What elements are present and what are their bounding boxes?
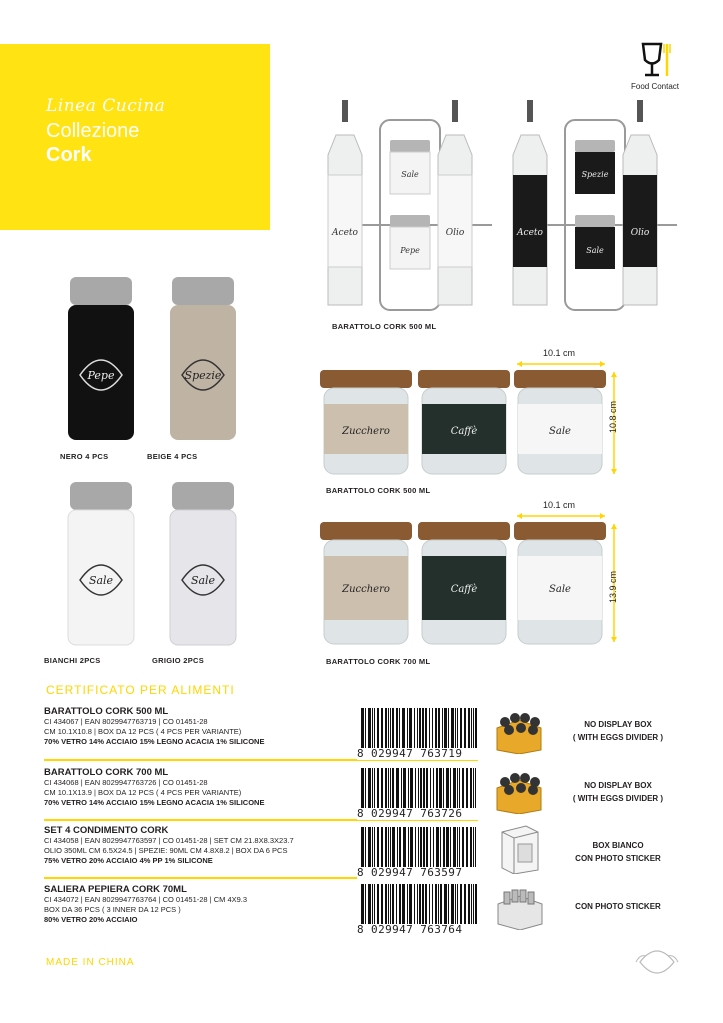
caption-bianchi: BIANCHI 2PCS	[44, 656, 101, 665]
sale-label-top: Sale	[401, 170, 419, 179]
barcode-bar	[422, 884, 424, 926]
barcode-bar	[466, 768, 468, 810]
barcode-bar	[438, 708, 440, 750]
barcode-number: 8 029947 763597	[357, 867, 481, 879]
product-row-3	[44, 825, 364, 866]
barcode-bar	[415, 827, 416, 869]
barcode-bar	[403, 768, 406, 810]
caffe-label: Caffè	[450, 426, 478, 437]
black-cruet-set	[513, 100, 677, 310]
barcode-bar	[471, 708, 472, 750]
barcode-number: 8 029947 763726	[357, 808, 481, 820]
barcode-bar	[396, 884, 397, 926]
display-box-icon	[494, 884, 546, 930]
barcode-bar	[451, 884, 454, 926]
barcode-bar	[471, 884, 472, 926]
header-line-cork: Cork	[46, 144, 92, 166]
barcode-bar	[377, 827, 379, 869]
caption-grigio: GRIGIO 2PCS	[152, 656, 205, 665]
product-codes: CI 434067 | EAN 8029947763719 | CO 01451-28	[44, 717, 208, 726]
zucchero-label: Zucchero	[342, 426, 390, 437]
beige-shaker	[170, 277, 236, 440]
barcode-bar	[399, 708, 400, 750]
sale-label-black: Sale	[586, 246, 604, 255]
white-shaker	[68, 482, 134, 645]
barcode-bar	[444, 708, 447, 750]
barcode-bar	[432, 884, 433, 926]
barcode-bar	[450, 827, 451, 869]
barcode-bar	[459, 768, 460, 810]
pkg-label-line: NO DISPLAY BOX	[584, 720, 652, 729]
barcode-bar	[402, 884, 405, 926]
barcode-bar	[423, 827, 425, 869]
barcode-bar	[385, 708, 387, 750]
barcode-bar	[460, 708, 462, 750]
barcode-bar	[390, 884, 391, 926]
barcode-bar	[433, 768, 434, 810]
barcode-bar	[385, 827, 387, 869]
barcode-bar	[459, 827, 460, 869]
barcode-bar	[470, 827, 472, 869]
product-dimensions: BOX DA 36 PCS ( 3 INNER DA 12 PCS )	[44, 905, 181, 914]
barcode-bar	[388, 827, 389, 869]
barcode-bar	[440, 827, 441, 869]
barcode-bar	[372, 884, 373, 926]
barcode-bar	[401, 768, 402, 810]
barcode-bar	[388, 708, 389, 750]
header-line-collezione: Collezione	[46, 120, 140, 142]
pepe-label: Pepe	[87, 369, 115, 382]
barcode-bar	[457, 884, 458, 926]
black-shaker	[68, 277, 134, 440]
barcode-bar	[368, 884, 371, 926]
barcode-bar	[410, 827, 413, 869]
barcode-bar	[403, 827, 406, 869]
barcode-bar	[392, 884, 394, 926]
barcode-bar	[388, 768, 389, 810]
barcode-bar	[365, 827, 366, 869]
barcode-bar	[365, 708, 366, 750]
product-name: SALIERA PEPIERA CORK 70ML	[44, 884, 187, 895]
barcode-bar	[453, 827, 456, 869]
barcode-bar	[443, 768, 444, 810]
barcode-bar	[433, 827, 434, 869]
barcode-bar	[457, 768, 458, 810]
barcode-bar	[436, 827, 439, 869]
barcode-bar	[385, 884, 387, 926]
pkg-label-line: BOX BIANCO	[592, 841, 644, 850]
barcode-bar	[374, 768, 375, 810]
barcode-1	[357, 708, 481, 760]
barcode-bar	[462, 827, 464, 869]
barcode-bar	[435, 708, 437, 750]
barcode-bar	[429, 884, 430, 926]
barcode-bar	[372, 768, 373, 810]
jar-zucchero-500	[320, 370, 412, 474]
barcode-bar	[385, 768, 387, 810]
barcode-bar	[377, 884, 379, 926]
pkg-label-line: ( WITH EGGS DIVIDER )	[572, 733, 664, 742]
barcode-bar	[381, 768, 383, 810]
barcode-bar	[392, 827, 395, 869]
barcode-bar	[475, 884, 477, 926]
barcode-bar	[470, 768, 472, 810]
barcode-bar	[399, 884, 401, 926]
barcode-bar	[396, 708, 398, 750]
barcode-bar	[414, 884, 415, 926]
barcode-bar	[374, 827, 375, 869]
barcode-bar	[417, 884, 418, 926]
caption-cruet-set: BARATTOLO CORK 500 ML	[332, 322, 437, 331]
shakers-white-grey-photo	[60, 480, 250, 655]
pkg-label-2	[543, 779, 693, 805]
header-line-cucina: Linea Cucina	[46, 96, 166, 116]
barcode-bar	[426, 827, 428, 869]
barcode-bar	[365, 768, 366, 810]
barcode-bar	[361, 827, 364, 869]
product-row-4	[44, 884, 364, 925]
cruet-set-photos	[320, 95, 700, 325]
jars-700-photo	[318, 520, 618, 653]
product-name: SET 4 CONDIMENTO CORK	[44, 825, 169, 836]
barcode-bar	[419, 708, 421, 750]
barcode-bar	[460, 884, 462, 926]
barcode-bar	[388, 884, 389, 926]
dim-width-700: 10.1 cm	[543, 500, 576, 510]
barcode-bar	[464, 884, 466, 926]
barcode-bar	[473, 827, 474, 869]
barcode-bar	[410, 768, 413, 810]
product-codes: CI 434058 | EAN 8029947763597 | CO 01451-28 | SET CM 21.8X8.3X23.7	[44, 836, 294, 845]
glass-fork-icon	[635, 40, 675, 80]
barcode-bar	[453, 768, 456, 810]
barcode-bar	[468, 884, 470, 926]
barcode-bar	[430, 827, 431, 869]
barcode-bar	[475, 708, 477, 750]
barcode-bar	[397, 827, 398, 869]
barcode-4	[357, 884, 481, 936]
pkg-label-1	[543, 718, 693, 744]
section-title: CERTIFICATO PER ALIMENTI	[46, 683, 235, 697]
jar-sale-700	[514, 522, 606, 644]
pkg-label-4	[543, 900, 693, 913]
caption-jars-700: BARATTOLO CORK 700 ML	[326, 657, 431, 666]
barcode-bar	[462, 768, 464, 810]
barcode-bar	[439, 768, 442, 810]
product-dimensions: OLIO 350ML CM 6.5X24.5 | SPEZIE: 90ML CM 4.8X8.2 | BOX DA 6 PCS	[44, 846, 288, 855]
barcode-bar	[377, 768, 379, 810]
barcode-bar	[368, 708, 371, 750]
dim-height-500: 10.8 cm	[608, 400, 619, 434]
barcode-bar	[392, 768, 394, 810]
barcode-bar	[381, 827, 383, 869]
product-dimensions: CM 10.1X13.9 | BOX DA 12 PCS ( 4 PCS PER VARIANTE)	[44, 788, 242, 797]
grey-shaker	[170, 482, 236, 645]
product-materials: 80% VETRO 20% ACCIAIO	[44, 915, 138, 924]
barcode-bar	[414, 708, 415, 750]
barcode-bar	[420, 827, 422, 869]
barcode-bar	[415, 768, 416, 810]
barcode-bar	[422, 708, 424, 750]
barcode-bar	[475, 827, 476, 869]
product-row-2	[44, 767, 364, 808]
barcode-bar	[473, 708, 474, 750]
olio-label-black: Olio	[630, 228, 650, 238]
barcode-bar	[435, 884, 437, 926]
dim-arrow-width-500	[515, 360, 607, 368]
jar-zucchero-700	[320, 522, 412, 644]
jar-sale-500	[514, 370, 606, 474]
barcode-bar	[361, 708, 364, 750]
barcode-bar	[429, 708, 430, 750]
barcode-bar	[420, 768, 422, 810]
egg-divider-box-icon	[493, 766, 545, 814]
collection-header	[0, 44, 270, 230]
barcode-bar	[408, 827, 409, 869]
sale-label-jar: Sale	[549, 426, 571, 437]
barcode-2	[357, 768, 481, 820]
zucchero-label-700: Zucchero	[342, 584, 390, 595]
food-contact-label: Food Contact	[630, 82, 680, 91]
jar-caffe-700	[418, 522, 510, 644]
barcode-bar	[418, 827, 419, 869]
barcode-bar	[426, 768, 428, 810]
barcode-bar	[438, 884, 439, 926]
aceto-label: Aceto	[332, 228, 358, 238]
barcode-bar	[455, 708, 456, 750]
product-codes: CI 434072 | EAN 8029947763764 | CO 01451-28 | CM 4X9.3	[44, 895, 248, 904]
barcode-bar	[457, 708, 458, 750]
pkg-label-line: ( WITH EGGS DIVIDER )	[572, 794, 664, 803]
barcode-bar	[374, 884, 375, 926]
barcode-bar	[407, 708, 408, 750]
barcode-bar	[443, 827, 445, 869]
pkg-label-3	[543, 839, 693, 865]
barcode-bar	[440, 884, 442, 926]
barcode-bar	[473, 768, 474, 810]
barcode-bar	[368, 827, 371, 869]
barcode-bar	[368, 768, 371, 810]
barcode-bar	[457, 827, 458, 869]
caption-nero: NERO 4 PCS	[60, 452, 109, 461]
barcode-bar	[407, 884, 408, 926]
sale-label-white: Sale	[88, 574, 114, 587]
barcode-bar	[409, 884, 412, 926]
barcode-bar	[466, 827, 468, 869]
food-contact-badge	[620, 40, 690, 91]
caption-beige: BEIGE 4 PCS	[147, 452, 198, 461]
sale-label-grey: Sale	[190, 574, 216, 587]
barcode-bar	[444, 884, 447, 926]
olio-label: Olio	[445, 228, 465, 238]
spezie-label: Spezie	[184, 369, 222, 382]
barcode-bar	[475, 768, 476, 810]
made-in-label: MADE IN CHINA	[46, 957, 135, 968]
barcode-bar	[473, 884, 474, 926]
barcode-bar	[442, 708, 443, 750]
barcode-bar	[446, 827, 449, 869]
product-materials: 70% VETRO 14% ACCIAIO 15% LEGNO ACACIA 1% SILICONE	[44, 737, 265, 746]
barcode-number: 8 029947 763719	[357, 748, 481, 760]
barcode-bar	[417, 708, 418, 750]
barcode-bar	[423, 768, 425, 810]
barcode-bar	[450, 768, 451, 810]
barcode-bar	[464, 708, 466, 750]
barcode-bar	[381, 708, 383, 750]
barcode-3	[357, 827, 481, 879]
product-name: BARATTOLO CORK 500 ML	[44, 706, 169, 717]
barcode-bar	[448, 884, 449, 926]
barcode-bar	[402, 708, 405, 750]
barcode-bar	[425, 708, 427, 750]
barcode-bar	[377, 708, 379, 750]
barcode-bar	[361, 768, 364, 810]
white-box-icon	[496, 824, 542, 874]
product-materials: 70% VETRO 14% ACCIAIO 15% LEGNO ACACIA 1% SILICONE	[44, 798, 265, 807]
caffe-label-700: Caffè	[450, 584, 478, 595]
barcode-bar	[448, 708, 449, 750]
barcode-bar	[381, 884, 383, 926]
product-dimensions: CM 10.1X10.8 | BOX DA 12 PCS ( 4 PCS PER VARIANTE)	[44, 727, 242, 736]
caption-jars-500: BARATTOLO CORK 500 ML	[326, 486, 431, 495]
pkg-label-line: CON PHOTO STICKER	[575, 854, 661, 863]
dim-height-700: 13.9 cm	[608, 570, 619, 604]
product-codes: CI 434068 | EAN 8029947763726 | CO 01451-28	[44, 778, 208, 787]
product-name: BARATTOLO CORK 700 ML	[44, 767, 169, 778]
barcode-bar	[409, 708, 412, 750]
barcode-bar	[436, 768, 438, 810]
pkg-label-line: NO DISPLAY BOX	[584, 781, 652, 790]
barcode-bar	[374, 708, 375, 750]
dim-width-500: 10.1 cm	[543, 348, 576, 358]
barcode-bar	[455, 884, 456, 926]
barcode-bar	[468, 708, 470, 750]
barcode-bar	[432, 708, 433, 750]
barcode-bar	[430, 768, 431, 810]
product-materials: 75% VETRO 20% ACCIAIO 4% PP 1% SILICONE	[44, 856, 213, 865]
barcode-bar	[392, 708, 394, 750]
pepe-label-top: Pepe	[400, 246, 420, 255]
spezie-label-black: Spezie	[581, 170, 609, 179]
egg-divider-box-icon	[493, 706, 545, 754]
product-row-1	[44, 706, 364, 747]
barcode-bar	[419, 884, 421, 926]
white-cruet-set	[328, 100, 492, 310]
ornament-logo	[634, 945, 680, 979]
barcode-bar	[372, 708, 373, 750]
barcode-bar	[418, 768, 419, 810]
barcode-bar	[425, 884, 427, 926]
barcode-bar	[390, 708, 391, 750]
barcode-bar	[361, 884, 364, 926]
barcode-bar	[390, 827, 391, 869]
barcode-number: 8 029947 763764	[357, 924, 481, 936]
pkg-label-line: CON PHOTO STICKER	[575, 902, 661, 911]
barcode-bar	[446, 768, 449, 810]
shakers-black-beige-photo	[60, 275, 250, 450]
sale-label-jar-700: Sale	[549, 584, 571, 595]
barcode-bar	[365, 884, 366, 926]
barcode-bar	[372, 827, 373, 869]
barcode-bar	[390, 768, 391, 810]
barcode-bar	[451, 708, 454, 750]
barcode-bar	[399, 827, 401, 869]
barcode-bar	[396, 768, 399, 810]
jar-caffe-500	[418, 370, 510, 474]
dim-arrow-width-700	[515, 512, 607, 520]
barcode-bar	[408, 768, 409, 810]
jars-500-photo	[318, 368, 618, 483]
aceto-label-black: Aceto	[517, 228, 543, 238]
